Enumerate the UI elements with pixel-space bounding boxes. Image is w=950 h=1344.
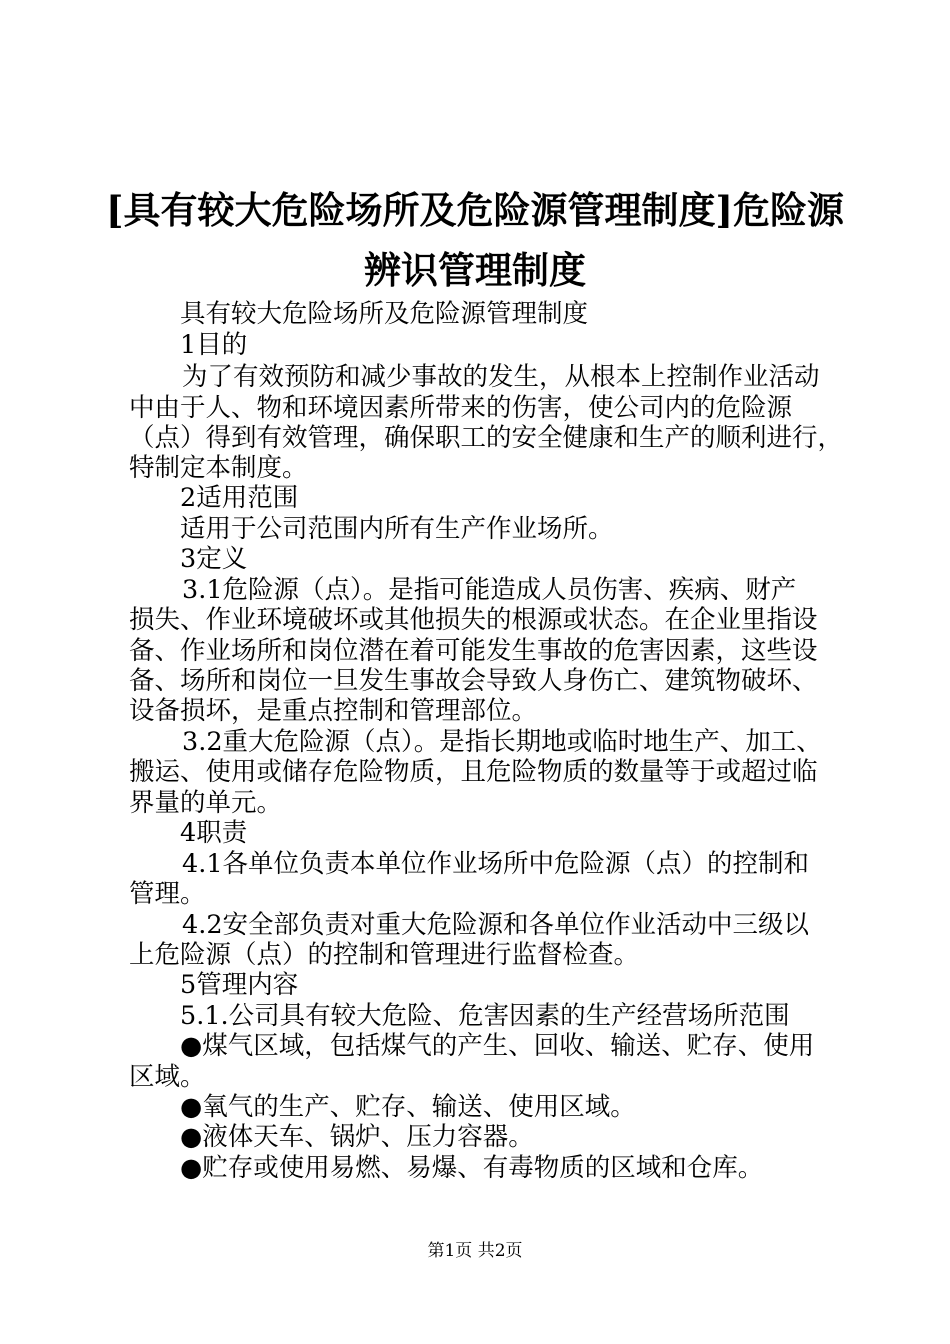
paragraph-line: 备、场所和岗位一旦发生事故会导致人身伤亡、建筑物破坏、 xyxy=(129,666,818,696)
paragraph-line: 上危险源（点）的控制和管理进行监督检查。 xyxy=(129,940,640,970)
section-heading-purpose: 1目的 xyxy=(180,330,248,360)
paragraph-line: 5.1.公司具有较大危险、危害因素的生产经营场所范围 xyxy=(180,1001,790,1031)
section-heading-responsibility: 4职责 xyxy=(180,818,248,848)
paragraph-line: 3.1危险源（点）。是指可能造成人员伤害、疾病、财产 xyxy=(182,575,797,605)
document-title-line-1: [具有较大危险场所及危险源管理制度]危险源 xyxy=(105,188,844,232)
bullet-item: ●煤气区域，包括煤气的产生、回收、输送、贮存、使用 xyxy=(180,1031,815,1061)
section-heading-management: 5管理内容 xyxy=(180,970,299,1000)
section-heading-definition: 3定义 xyxy=(180,544,248,574)
subtitle: 具有较大危险场所及危险源管理制度 xyxy=(180,299,589,329)
paragraph-line: 设备损坏，是重点控制和管理部位。 xyxy=(129,696,538,726)
section-heading-scope: 2适用范围 xyxy=(180,483,299,513)
bullet-item: ●液体天车、锅炉、压力容器。 xyxy=(180,1122,534,1152)
document-title-line-2: 辨识管理制度 xyxy=(364,248,586,292)
paragraph-line: 损失、作业环境破坏或其他损失的根源或状态。在企业里指设 xyxy=(129,605,818,635)
paragraph-line: 管理。 xyxy=(129,879,206,909)
paragraph-line: 中由于人、物和环境因素所带来的伤害，使公司内的危险源 xyxy=(129,393,793,423)
paragraph-line: （点）得到有效管理，确保职工的安全健康和生产的顺利进行， xyxy=(129,423,844,453)
paragraph-line: 4.2安全部负责对重大危险源和各单位作业活动中三级以 xyxy=(182,910,810,940)
bullet-item: ●贮存或使用易燃、易爆、有毒物质的区域和仓库。 xyxy=(180,1153,764,1183)
bullet-item: ●氧气的生产、贮存、输送、使用区域。 xyxy=(180,1092,636,1122)
page-footer: 第1页 共2页 xyxy=(427,1241,523,1261)
paragraph-line: 备、作业场所和岗位潜在着可能发生事故的危害因素，这些设 xyxy=(129,636,818,666)
paragraph-line: 3.2重大危险源（点）。是指长期地或临时地生产、加工、 xyxy=(182,727,822,757)
paragraph-line: 搬运、使用或储存危险物质，且危险物质的数量等于或超过临 xyxy=(129,757,818,787)
paragraph-line: 区域。 xyxy=(129,1062,206,1092)
paragraph-line: 适用于公司范围内所有生产作业场所。 xyxy=(180,514,614,544)
paragraph-line: 4.1各单位负责本单位作业场所中危险源（点）的控制和 xyxy=(182,849,810,879)
paragraph-line: 特制定本制度。 xyxy=(129,453,308,483)
paragraph-line: 界量的单元。 xyxy=(129,788,283,818)
paragraph-line: 为了有效预防和减少事故的发生，从根本上控制作业活动 xyxy=(182,362,820,392)
